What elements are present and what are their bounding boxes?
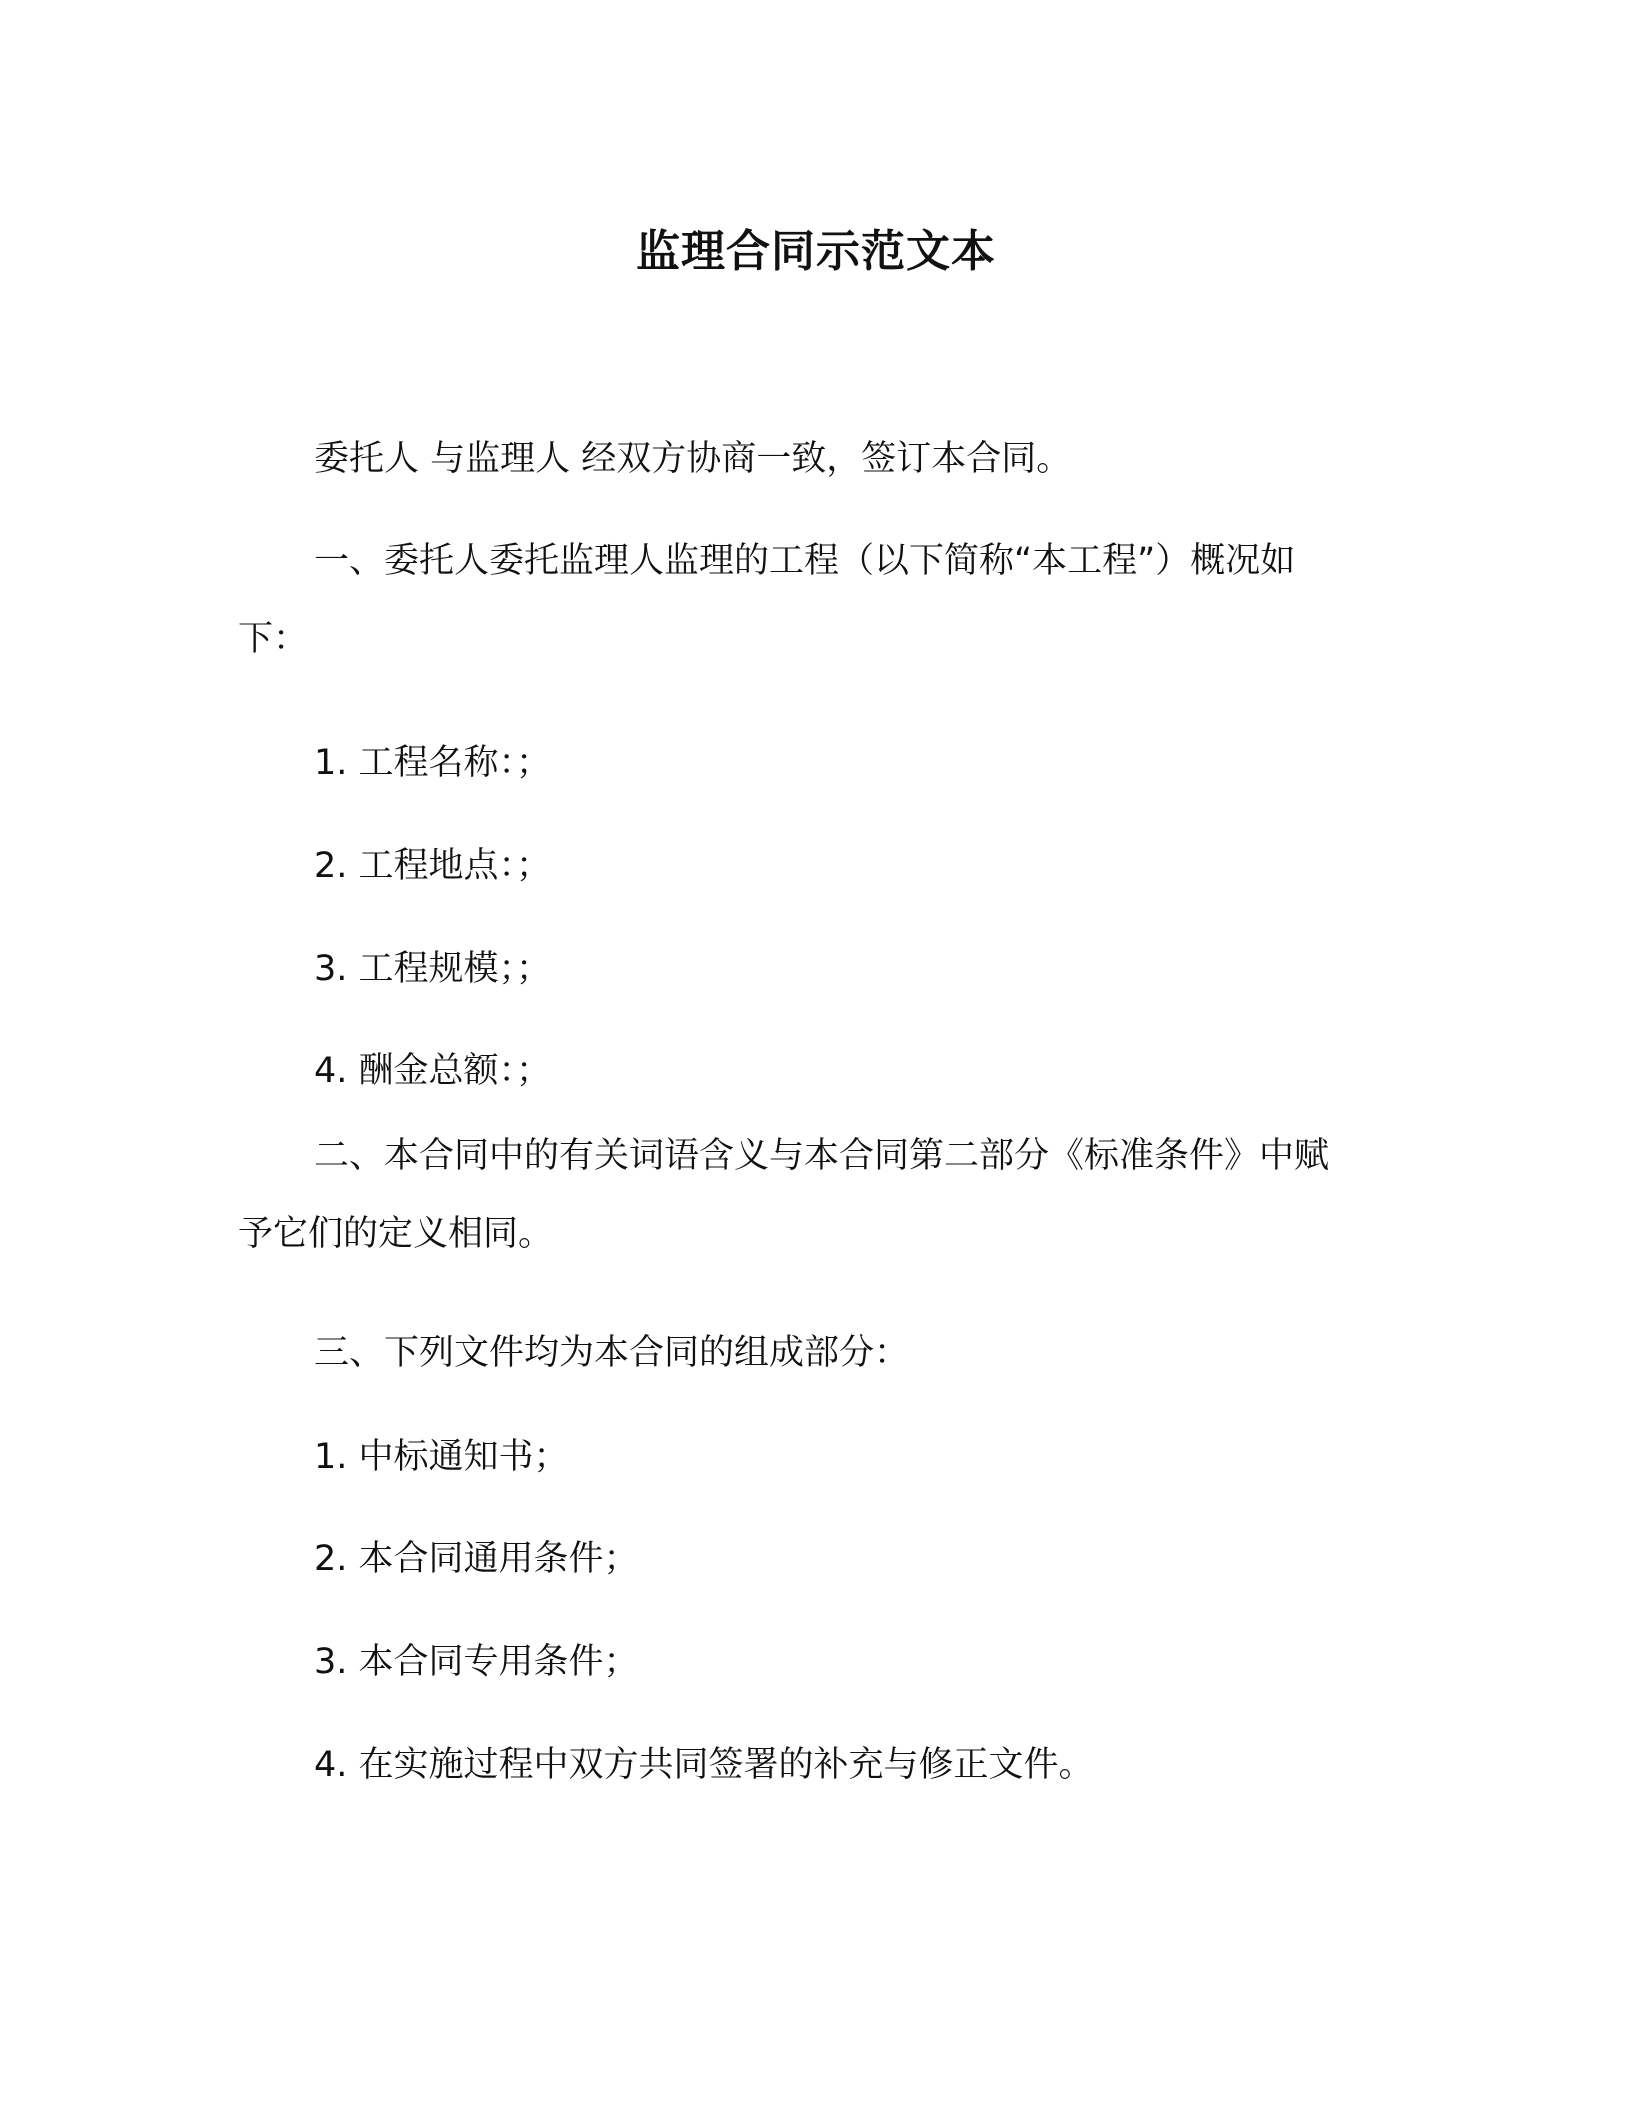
paragraph-section-2: 二、本合同中的有关词语含义与本合同第二部分《标准条件》中赋予它们的定义相同。 bbox=[238, 1136, 1330, 1254]
list-item-project-scale: 3. 工程规模；； bbox=[314, 949, 552, 989]
list-item-project-name: 1. 工程名称：； bbox=[314, 743, 552, 783]
paragraph-section-1: 一、委托人委托监理人监理的工程（以下简称“本工程”）概况如下： bbox=[238, 541, 1296, 659]
list-item-general-conditions: 2. 本合同通用条件； bbox=[314, 1539, 639, 1579]
list-item-supplementary-documents: 4. 在实施过程中双方共同签署的补充与修正文件。 bbox=[314, 1745, 1094, 1785]
list-item-project-location: 2. 工程地点：； bbox=[314, 846, 552, 886]
list-item-award-notice: 1. 中标通知书； bbox=[314, 1437, 569, 1477]
list-item-special-conditions: 3. 本合同专用条件； bbox=[314, 1642, 639, 1682]
document-title: 监理合同示范文本 bbox=[636, 226, 996, 277]
paragraph-intro: 委托人 与监理人 经双方协商一致，签订本合同。 bbox=[314, 439, 1072, 479]
paragraph-section-3: 三、下列文件均为本合同的组成部分： bbox=[314, 1333, 910, 1373]
list-item-total-fee: 4. 酬金总额：； bbox=[314, 1051, 552, 1091]
